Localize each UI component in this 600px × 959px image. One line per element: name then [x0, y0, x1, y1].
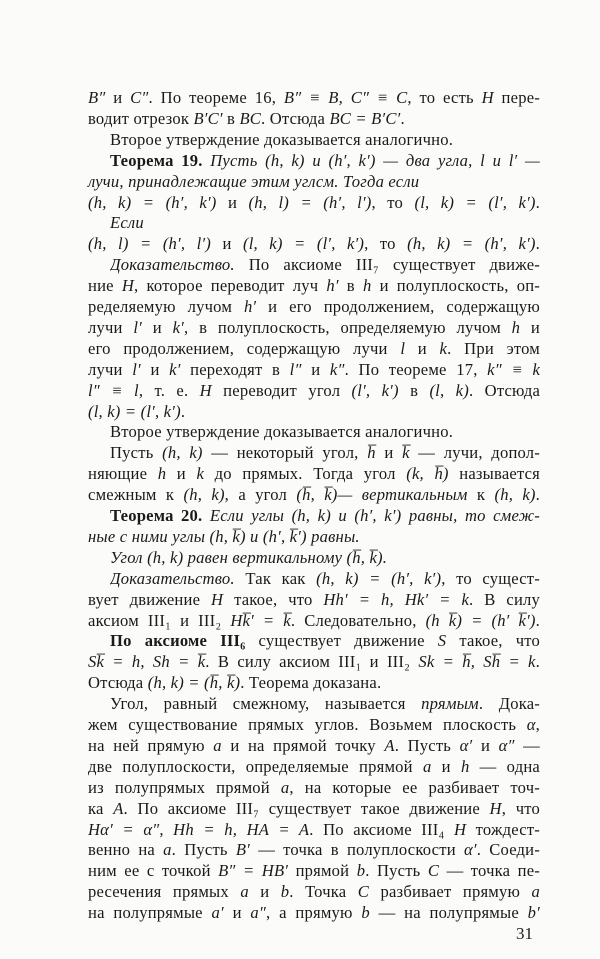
text-run: переводит угол — [211, 380, 352, 400]
text-run: ние — [88, 276, 122, 296]
italic-text: C″ — [130, 88, 149, 107]
text-run: — точка пе- — [439, 861, 540, 881]
text-line — [88, 484, 540, 505]
text-run: , то — [364, 234, 408, 254]
bold-text: Теорема 19. — [110, 150, 203, 170]
italic-text: H — [481, 88, 494, 107]
text-run: лучи — [88, 317, 134, 337]
text-run: такое, что — [223, 589, 324, 609]
text-run: . Точка — [289, 882, 358, 902]
italic-text: Hk̅′ = k̅ — [230, 610, 291, 630]
text-run: и — [375, 443, 403, 463]
italic-text: H — [121, 276, 135, 296]
text-line — [88, 777, 540, 798]
italic-text: B″ = HB′ — [218, 861, 289, 881]
text-run: Второе утверждение доказывается аналогично. — [110, 129, 454, 149]
italic-text: A — [384, 735, 395, 755]
text-line — [88, 672, 540, 693]
italic-text: l″ ≡ l — [88, 380, 139, 400]
text-line — [88, 87, 540, 108]
page-number: 31 — [516, 924, 533, 943]
text-run: Отсюда — [88, 673, 148, 693]
text-run: — — [514, 735, 540, 755]
italic-text: C — [427, 861, 440, 881]
italic-text: α″ — [498, 735, 515, 755]
text-run: смежным к — [88, 485, 184, 505]
text-line — [88, 756, 540, 777]
text-line — [110, 254, 540, 275]
text-run: на ней прямую — [88, 735, 214, 755]
italic-text: (h k̅) = (h′ k̅′) — [425, 610, 536, 630]
text-line — [88, 275, 540, 296]
text-run: . В силу аксиом III₁ и III₂ — [205, 652, 419, 672]
text-run: , т. е. — [138, 380, 200, 400]
italic-text: C — [357, 882, 370, 902]
text-run: . Пусть — [171, 840, 236, 860]
italic-text: l′ — [132, 359, 141, 379]
italic-text: Hα′ = α″, Hh = h, HA = A — [88, 819, 310, 839]
text-run: , то есть — [407, 88, 482, 107]
text-run: и — [472, 735, 499, 755]
text-run: Так как — [234, 568, 317, 588]
bold-text: Теорема 20. — [110, 506, 203, 525]
italic-text: (l, k) = (l′, k′) — [88, 401, 181, 421]
text-line — [88, 108, 540, 129]
italic-text: h̅ — [367, 443, 376, 463]
italic-text: a′ — [211, 903, 224, 923]
text-run: и — [105, 88, 131, 107]
italic-text: h — [362, 276, 372, 296]
italic-text: (h, k) = (h′, k′) — [316, 568, 442, 588]
text-run: и — [223, 903, 251, 923]
italic-text: (l, k) = (l′, k′) — [242, 234, 365, 254]
italic-text: Sk̅ = h, Sh = k̅ — [88, 652, 206, 672]
italic-text: ные с ними углы (h, k̅) и (h′, k̅′) равны. — [88, 526, 360, 546]
text-run: . — [535, 610, 540, 630]
text-line — [88, 338, 540, 359]
text-line — [88, 463, 540, 484]
text-run: и — [520, 317, 540, 337]
italic-text: H — [453, 819, 467, 839]
italic-text: b — [280, 882, 290, 902]
italic-text: (h, k) = (h̅, k̅) — [147, 673, 241, 693]
italic-text: (h, l) = (h′, l′) — [88, 234, 212, 254]
text-run: из полупрямых прямой — [88, 777, 281, 797]
italic-text: H — [489, 798, 502, 818]
text-run: . Следовательно, — [290, 610, 426, 630]
text-run: . Отсюда — [261, 108, 330, 128]
text-line — [88, 233, 540, 254]
italic-text: (h, k) = (h′, k′) — [88, 192, 217, 212]
italic-text: S — [437, 631, 447, 651]
text-run: его продолжением, содержащую лучи — [88, 338, 401, 358]
text-line — [88, 526, 540, 547]
italic-text: a — [240, 882, 249, 902]
text-run: и — [431, 756, 461, 776]
text-line — [88, 359, 540, 380]
text-run: — точка в полуплоскости — [250, 840, 464, 860]
text-line — [88, 881, 540, 902]
text-run: и — [140, 359, 170, 379]
text-line — [110, 568, 540, 589]
text-line — [88, 839, 540, 860]
italic-text: B″ ≡ B, C″ ≡ C — [283, 88, 408, 107]
text-run: на полупрямые — [88, 903, 212, 923]
text-line — [110, 442, 540, 463]
text-run: . Дока- — [478, 694, 540, 714]
italic-text: k′ — [169, 359, 181, 379]
text-line — [110, 547, 540, 568]
italic-text: (h, l) = (h′, l′) — [248, 192, 372, 212]
text-run: . По аксиоме III₇ существует такое движение — [123, 798, 490, 818]
text-line — [88, 192, 540, 213]
italic-text: Если — [110, 213, 144, 233]
text-run: ределяемую лучом — [88, 297, 244, 316]
italic-text: B′ — [235, 840, 251, 860]
italic-text: — вертикальным — [337, 485, 468, 505]
text-run: и на прямой точку — [221, 735, 385, 755]
text-run: , а прямую — [266, 903, 362, 923]
italic-text: прямым — [421, 694, 479, 714]
text-line — [88, 651, 540, 672]
text-run: и полуплоскость, оп- — [371, 276, 540, 296]
text-run: вует движение — [88, 589, 212, 609]
text-run: до прямых. Тогда угол — [204, 464, 407, 484]
text-run: , на которые ее разбивает точ- — [289, 777, 540, 797]
italic-text: b — [361, 903, 370, 923]
text-run: , в полуплоскость, определяемую лучом — [184, 317, 512, 337]
italic-text: Если углы (h, k) и (h′, k′) равны, то смеж- — [202, 506, 540, 525]
italic-text: k — [439, 338, 448, 358]
text-run: . При этом — [447, 338, 540, 358]
text-run: . — [400, 108, 405, 128]
italic-text: l′ — [133, 317, 142, 337]
italic-text: Sk = h̅, Sh̅ = k — [418, 652, 536, 672]
text-run: существует движение — [245, 631, 438, 651]
italic-text: a — [422, 756, 432, 776]
text-line — [88, 380, 540, 401]
italic-text: a″ — [250, 903, 267, 923]
italic-text: b — [356, 861, 366, 881]
text-run: ка — [88, 798, 114, 818]
text-run: . По теореме 16, — [148, 88, 284, 107]
text-run: няющие — [88, 464, 158, 484]
text-line — [110, 421, 540, 442]
text-line — [110, 129, 540, 150]
italic-text: BC = B′C′ — [329, 108, 401, 128]
italic-text: H — [211, 589, 224, 609]
text-run: и — [216, 192, 249, 212]
text-run: и — [211, 234, 243, 254]
text-line — [110, 693, 540, 714]
italic-text: b′ — [527, 903, 540, 923]
italic-text: B′C′ — [193, 108, 223, 128]
italic-text: h — [511, 317, 521, 337]
text-run: аксиом III₁ и III₂ — [88, 610, 231, 630]
text-run: Пусть — [110, 443, 163, 463]
italic-text: (l′, k′) — [351, 380, 399, 400]
text-run: . По аксиоме III₄ — [309, 819, 454, 839]
text-run: разбивает прямую — [369, 882, 532, 902]
text-run: ресечения прямых — [88, 882, 241, 902]
italic-text: (h, k) — [494, 485, 536, 505]
italic-text: (l, k) — [429, 380, 469, 400]
text-run: лучи — [88, 359, 133, 379]
text-line — [110, 505, 540, 526]
italic-text: (h, k) — [183, 485, 225, 505]
text-run: . В силу — [469, 589, 540, 609]
text-run: — лучи, допол- — [409, 443, 540, 463]
text-line — [88, 171, 540, 192]
text-run: , что — [501, 798, 540, 818]
text-run: Угол, равный смежному, называется — [110, 694, 422, 714]
text-run: к — [467, 485, 495, 505]
text-run: и его продолжением, содержащую — [256, 297, 540, 316]
text-run: в — [398, 380, 430, 400]
text-line — [88, 401, 540, 422]
italic-text: Пусть (h, k) и (h′, k′) — два угла, l и l′ — — [202, 150, 540, 170]
italic-text: α′ — [463, 840, 477, 860]
text-run: и — [405, 338, 440, 358]
text-run: , а угол — [224, 485, 297, 505]
text-run: — одна — [469, 756, 540, 776]
text-line — [88, 610, 540, 631]
text-line — [110, 150, 540, 171]
text-run: водит отрезок — [88, 108, 194, 128]
text-run: такое, что — [446, 631, 540, 651]
italic-text: k̅ — [402, 443, 410, 463]
text-run: . Отсюда — [468, 380, 540, 400]
text-run: . — [535, 485, 540, 505]
text-run: в — [222, 108, 240, 128]
text-run: — некоторый угол, — [202, 443, 368, 463]
text-line — [88, 798, 540, 819]
text-run: называется — [448, 464, 540, 484]
text-run: и — [301, 359, 330, 379]
italic-text: a — [531, 882, 540, 902]
italic-text: A — [113, 798, 124, 818]
text-run: . — [535, 234, 540, 254]
text-line — [88, 589, 540, 610]
italic-text: B″ — [88, 88, 106, 107]
text-run: По аксиоме III₇ существует движе- — [234, 255, 540, 275]
text-run: . Пусть — [365, 861, 428, 881]
italic-text: Угол (h, k) равен вертикальному (h̅, k̅). — [110, 547, 388, 567]
text-run: жем существование прямых углов. Возьмем плоскость — [88, 715, 527, 734]
text-run: переходят в — [180, 359, 290, 379]
text-run: . Пусть — [394, 735, 460, 755]
text-line — [88, 902, 540, 923]
italic-text: l — [400, 338, 406, 358]
text-line — [88, 296, 540, 317]
italic-text: a — [213, 735, 222, 755]
text-line — [110, 630, 540, 651]
italic-text: k — [196, 464, 205, 484]
text-run: . По теореме 17, — [344, 359, 488, 379]
bold-text: По аксиоме III₆ — [110, 631, 246, 651]
italic-text: лучи, принадлежащие этим углсм. Тогда если — [88, 171, 420, 191]
italic-text: k′ — [172, 317, 184, 337]
text-run: ним ее с точкой — [88, 861, 219, 881]
text-line — [88, 735, 540, 756]
text-run: , которое переводит луч — [134, 276, 327, 296]
italic-text: BC — [239, 108, 262, 128]
italic-text: H — [199, 380, 212, 400]
italic-text: (l, k) = (l′, k′) — [414, 192, 536, 212]
italic-text: k″ — [329, 359, 345, 379]
text-run: две полуплоскости, определяемые прямой — [88, 756, 423, 776]
text-line — [88, 714, 540, 735]
text-line — [88, 317, 540, 338]
text-line — [88, 819, 540, 840]
italic-text: h′ — [243, 297, 257, 316]
text-run: и — [248, 882, 281, 902]
text-run: . Соеди- — [476, 840, 540, 860]
text-line — [88, 860, 540, 881]
text-run: . — [535, 192, 540, 212]
text-run: — на полупрямые — [369, 903, 528, 923]
italic-text: (h, k) — [162, 443, 203, 463]
italic-text: Доказательство. — [110, 568, 235, 588]
italic-text: (h, k) = (h′, k′) — [407, 234, 536, 254]
text-run: , то — [371, 192, 415, 212]
text-run: , то сущест- — [441, 568, 540, 588]
italic-text: k″ ≡ k — [487, 359, 540, 379]
italic-text: a — [280, 777, 290, 797]
italic-text: α — [526, 715, 536, 734]
text-run: . — [535, 652, 540, 672]
text-run: тождест- — [466, 819, 540, 839]
text-run: и — [142, 317, 173, 337]
italic-text: (h̅, k̅) — [296, 485, 338, 505]
italic-text: Hh′ = h, Hk′ = k — [323, 589, 470, 609]
italic-text: h′ — [326, 276, 339, 296]
text-run: , — [535, 715, 540, 734]
italic-text: l″ — [289, 359, 302, 379]
text-line — [110, 212, 540, 233]
italic-text: h — [157, 464, 167, 484]
text-run: . Теорема доказана. — [240, 673, 382, 693]
italic-text: Доказательство. — [110, 255, 235, 275]
text-run: в — [338, 276, 363, 296]
italic-text: α′ — [459, 735, 473, 755]
text-run: . — [180, 401, 186, 421]
text-run: пере- — [493, 88, 540, 107]
text-run: Второе утверждение доказывается аналогично. — [110, 422, 454, 442]
italic-text: h — [460, 756, 470, 776]
text-run: прямой — [288, 861, 357, 881]
italic-text: a — [163, 840, 172, 860]
italic-text: (k, h̅) — [406, 464, 449, 484]
text-run: и — [166, 464, 197, 484]
text-run: венно на — [88, 840, 164, 860]
